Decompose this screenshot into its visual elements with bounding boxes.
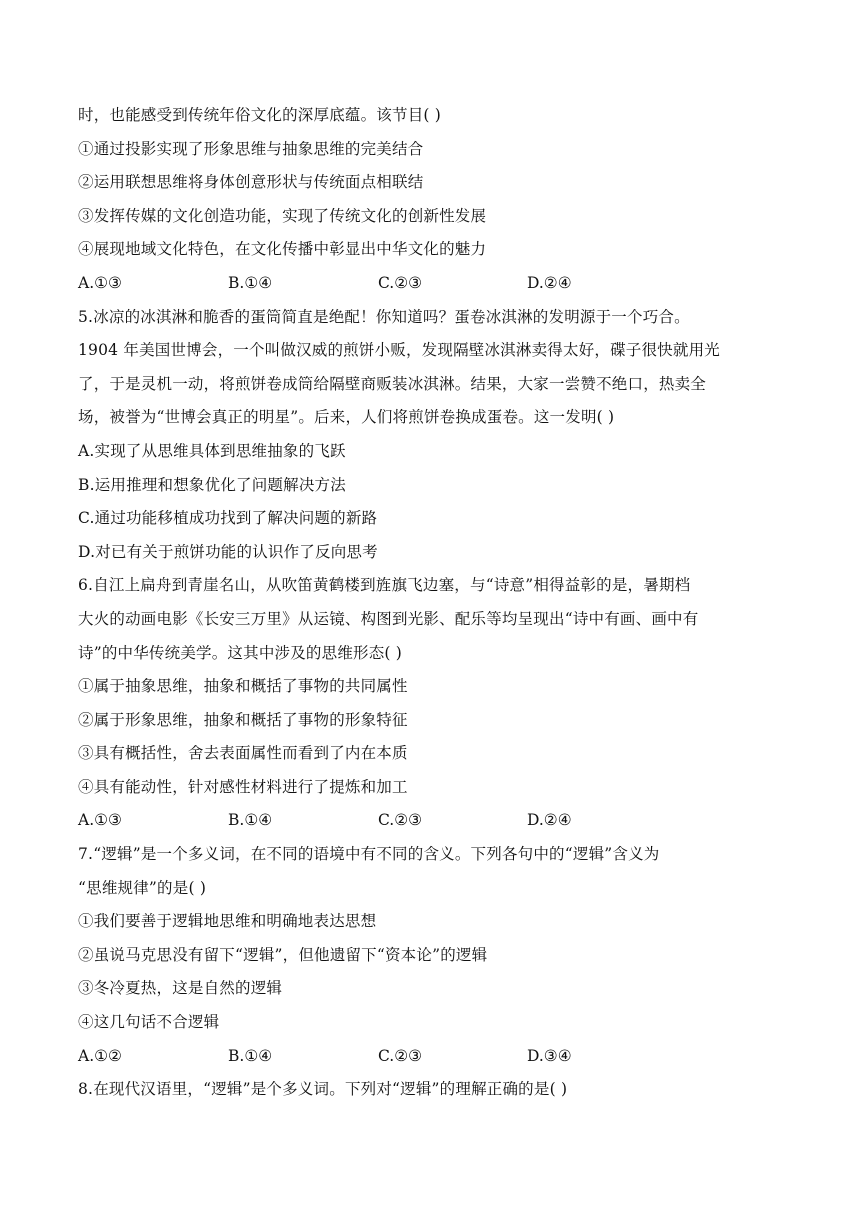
q6-stem-line-1: 6.自江上扁舟到青崖名山，从吹笛黄鹤楼到旌旗飞边塞，与“诗意”相得益彰的是，暑期档 — [78, 576, 691, 595]
q6-statement-1: ①属于抽象思维，抽象和概括了事物的共同属性 — [78, 677, 408, 696]
q4-statement-1: ①通过投影实现了形象思维与抽象思维的完美结合 — [78, 139, 424, 158]
q4-statement-4: ④展现地域文化特色，在文化传播中彰显出中华文化的魅力 — [78, 240, 487, 259]
q7-option-a: A.①② — [78, 1046, 122, 1065]
q7-option-d: D.③④ — [527, 1046, 572, 1065]
q4-statement-3: ③发挥传媒的文化创造功能，实现了传统文化的创新性发展 — [78, 206, 487, 225]
q5-choice-b: B.运用推理和想象优化了问题解决方法 — [78, 475, 346, 494]
q5-stem-line-2: 1904 年美国世博会，一个叫做汉威的煎饼小贩，发现隔壁冰淇淋卖得太好，碟子很快就用光 — [78, 341, 720, 360]
q6-statement-4: ④具有能动性，针对感性材料进行了提炼和加工 — [78, 777, 408, 796]
q7-stem-line-2: “思维规律”的是( ) — [78, 878, 207, 897]
q6-option-b: B.①④ — [228, 811, 273, 830]
q8-stem-line-1: 8.在现代汉语里，“逻辑”是个多义词。下列对“逻辑”的理解正确的是( ) — [78, 1080, 568, 1099]
q5-stem-line-1: 5.冰凉的冰淇淋和脆香的蛋筒简直是绝配！你知道吗？蛋卷冰淇淋的发明源于一个巧合。 — [78, 307, 690, 326]
q4-option-a: A.①③ — [78, 273, 122, 292]
q7-option-c: C.②③ — [378, 1046, 423, 1065]
q5-stem-line-4: 场，被誉为“世博会真正的明星”。后来，人们将煎饼卷换成蛋卷。这一发明( ) — [78, 408, 615, 427]
q5-choice-a: A.实现了从思维具体到思维抽象的飞跃 — [78, 441, 346, 460]
q7-statement-3: ③冬冷夏热，这是自然的逻辑 — [78, 979, 283, 998]
q6-statement-2: ②属于形象思维，抽象和概括了事物的形象特征 — [78, 710, 408, 729]
q6-option-d: D.②④ — [527, 811, 572, 830]
q5-choice-d: D.对已有关于煎饼功能的认识作了反向思考 — [78, 542, 378, 561]
exam-content — [78, 103, 784, 1111]
q4-statement-2: ②运用联想思维将身体创意形状与传统面点相联结 — [78, 173, 424, 192]
q6-option-c: C.②③ — [378, 811, 423, 830]
q5-stem-line-3: 了，于是灵机一动，将煎饼卷成筒给隔壁商贩装冰淇淋。结果，大家一尝赞不绝口，热卖全 — [78, 374, 707, 393]
q7-stem-line-1: 7.“逻辑”是一个多义词，在不同的语境中有不同的含义。下列各句中的“逻辑”含义为 — [78, 845, 660, 864]
q4-option-c: C.②③ — [378, 273, 423, 292]
q6-options — [78, 808, 784, 842]
q7-statement-4: ④这几句话不合逻辑 — [78, 1013, 220, 1032]
q7-options — [78, 1044, 784, 1078]
q4-option-d: D.②④ — [527, 273, 572, 292]
q7-option-b: B.①④ — [228, 1046, 273, 1065]
q4-options — [78, 271, 784, 305]
q6-option-a: A.①③ — [78, 811, 122, 830]
q6-stem-line-3: 诗”的中华传统美学。这其中涉及的思维形态( ) — [78, 643, 403, 662]
q4-stem-tail: 时，也能感受到传统年俗文化的深厚底蕴。该节目( ) — [78, 106, 442, 124]
q7-statement-2: ②虽说马克思没有留下“逻辑”，但他遗留下“资本论”的逻辑 — [78, 945, 488, 964]
q6-stem-line-2: 大火的动画电影《长安三万里》从运镜、构图到光影、配乐等均呈现出“诗中有画、画中有 — [78, 609, 699, 628]
q5-choice-c: C.通过功能移植成功找到了解决问题的新路 — [78, 509, 378, 528]
q6-statement-3: ③具有概括性，舍去表面属性而看到了内在本质 — [78, 744, 408, 763]
q4-option-b: B.①④ — [228, 273, 273, 292]
q7-statement-1: ①我们要善于逻辑地思维和明确地表达思想 — [78, 912, 377, 931]
